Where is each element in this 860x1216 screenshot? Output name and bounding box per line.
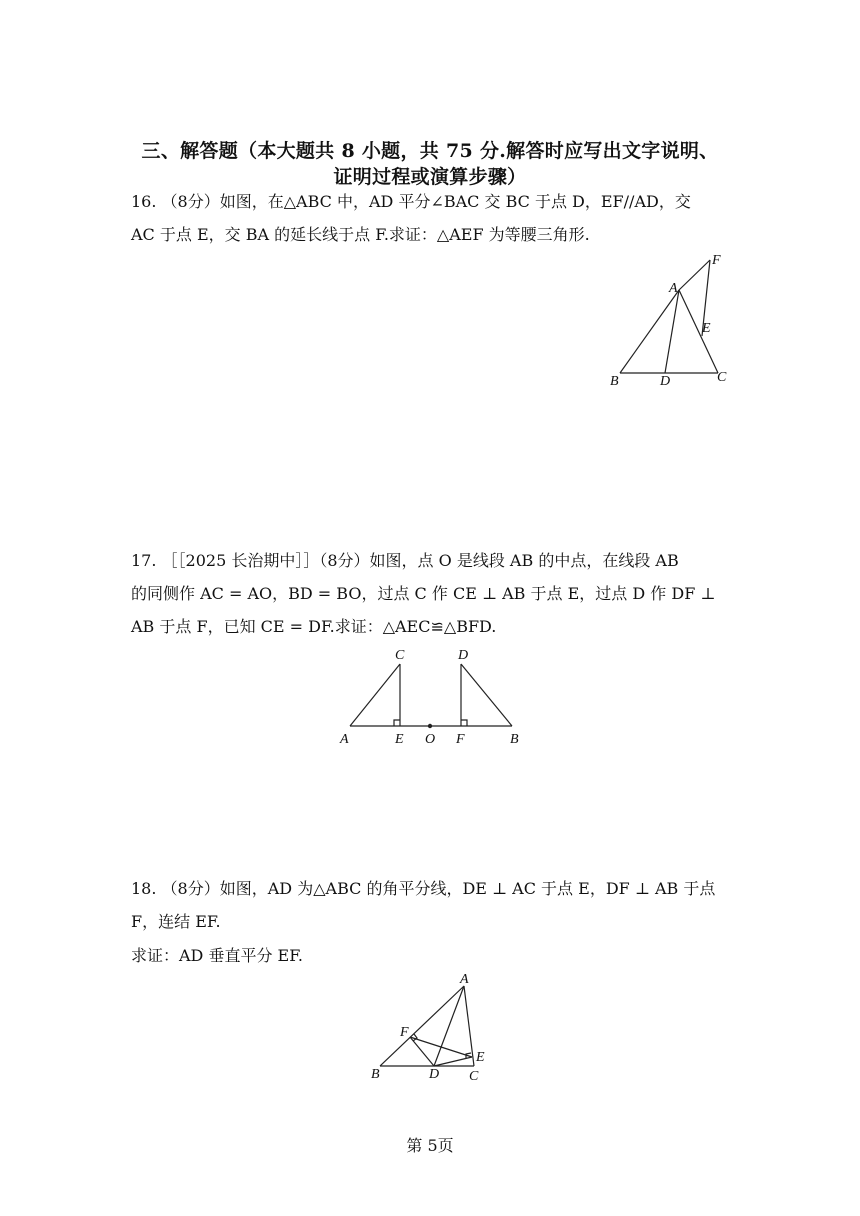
q16-label-c: C (717, 370, 727, 385)
q18-label-f: F (400, 1025, 409, 1040)
q18-line2: F，连结 EF. (131, 912, 221, 931)
q16-label-a: A (669, 281, 678, 296)
q17-text-line1: 如图，点 O 是线段 AB 的中点，在线段 AB (369, 551, 679, 570)
q17-label-d: D (458, 648, 469, 663)
q18-text-line1: 如图，AD 为△ABC 的角平分线，DE ⊥ AC 于点 E，DF ⊥ AB 于点 (219, 879, 716, 898)
q16-text-line1: 如图，在△ABC 中，AD 平分∠BAC 交 BC 于点 D，EF//AD，交 (219, 192, 691, 211)
q17-source: ［［2025 长治期中］］ (161, 551, 320, 570)
q17-label-e: E (395, 732, 404, 747)
q17-points: （8分） (319, 551, 370, 570)
q17-label-a: A (340, 732, 349, 747)
q16-side-ba (620, 290, 679, 373)
q17-line3: AB 于点 F，已知 CE = DF.求证：△AEC≌△BFD. (131, 617, 497, 636)
q16-line1 (131, 189, 691, 212)
q17-segment-db (461, 664, 512, 726)
q17-right-angle-f (461, 720, 467, 726)
page-number: 第 5页 (406, 1136, 454, 1155)
q16-line2: AC 于点 E，交 BA 的延长线于点 F.求证：△AEF 为等腰三角形. (131, 225, 590, 244)
q16-side-ac (679, 290, 718, 373)
q17-line1 (131, 548, 679, 571)
section-heading-line1: 三、解答题（本大题共 8 小题，共 75 分.解答时应写出文字说明、 (141, 140, 719, 162)
q16-label-f: F (712, 253, 721, 268)
q17-number: 17. (131, 551, 157, 570)
q17-label-c: C (395, 648, 405, 663)
q18-label-b: B (371, 1067, 380, 1082)
q17-label-o: O (425, 732, 436, 747)
q18-side-ab (380, 986, 464, 1066)
q18-label-d: D (429, 1067, 440, 1082)
q17-label-b: B (510, 732, 519, 747)
q18-points: （8分） (161, 879, 220, 898)
q17-line2: 的同侧作 AC = AO，BD = BO，过点 C 作 CE ⊥ AB 于点 E，过点 D 作 DF ⊥ (131, 584, 716, 603)
q18-label-e: E (476, 1050, 485, 1065)
q18-number: 18. (131, 879, 157, 898)
q16-label-b: B (610, 374, 619, 389)
q17-segment-ac (350, 664, 400, 726)
q16-segment-ad (665, 290, 679, 373)
section-heading-line2: 证明过程或演算步骤） (333, 166, 527, 188)
q16-figure (600, 250, 740, 395)
q18-segment-de (434, 1057, 472, 1066)
q17-figure (330, 640, 530, 750)
q16-label-d: D (660, 374, 671, 389)
q18-segment-ad (434, 986, 464, 1066)
q16-number: 16. (131, 192, 157, 211)
q18-segment-fe (410, 1037, 472, 1057)
q17-right-angle-e (394, 720, 400, 726)
q18-label-c: C (469, 1069, 479, 1084)
q17-label-f: F (456, 732, 465, 747)
q16-points: （8分） (161, 192, 220, 211)
q18-label-a: A (460, 972, 469, 987)
q18-right-angle-f (413, 1034, 417, 1041)
q16-label-e: E (702, 321, 711, 336)
q16-segment-af (679, 260, 710, 290)
q17-point-o (428, 724, 432, 728)
q18-figure (360, 970, 500, 1085)
q18-line1 (131, 876, 715, 899)
q18-line3: 求证：AD 垂直平分 EF. (131, 946, 303, 965)
